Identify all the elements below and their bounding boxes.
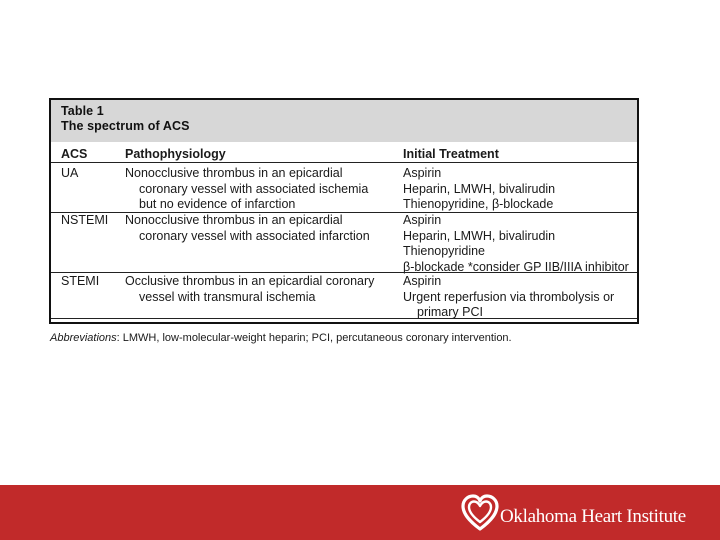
- row-ua-acs: UA: [61, 166, 79, 180]
- row-stemi-treatment: Aspirin Urgent reperfusion via thrombolysis or primary PCI: [403, 274, 615, 319]
- heart-logo-icon: [460, 493, 500, 533]
- acs-table: [49, 98, 639, 324]
- row-nstemi-pathophysiology: Nonocclusive thrombus in an epicardial coronary vessel with associated infarction: [125, 213, 370, 243]
- header-acs: ACS: [61, 147, 88, 161]
- header-initial-treatment: Initial Treatment: [403, 147, 499, 161]
- row-stemi-pathophysiology: Occlusive thrombus in an epicardial coronary vessel with transmural ischemia: [125, 274, 375, 304]
- row-nstemi-acs: NSTEMI: [61, 213, 109, 227]
- row-rule-2: [51, 272, 637, 273]
- table-title: The spectrum of ACS: [61, 119, 190, 133]
- table-bottom-rule: [51, 318, 637, 319]
- abbreviations-text: : LMWH, low-molecular-weight heparin; PCI, percutaneous coronary intervention.: [116, 332, 512, 344]
- table-label: Table 1: [61, 104, 104, 118]
- header-rule: [51, 162, 637, 163]
- header-pathophysiology: Pathophysiology: [125, 147, 226, 161]
- row-nstemi-treatment: Aspirin Heparin, LMWH, bivalirudin Thienopyridine β-blockade *consider GP IIB/IIIA inhibitor: [403, 213, 629, 274]
- table-caption-band: [51, 100, 637, 142]
- abbreviations-note: [50, 332, 512, 344]
- row-ua-pathophysiology: Nonocclusive thrombus in an epicardial coronary vessel with associated ischemia but no evidence of infarction: [125, 166, 369, 211]
- logo-text: Oklahoma Heart Institute: [500, 506, 686, 527]
- row-stemi-acs: STEMI: [61, 274, 100, 288]
- abbreviations-label: Abbreviations: [50, 332, 117, 344]
- row-ua-treatment: Aspirin Heparin, LMWH, bivalirudin Thienopyridine, β-blockade: [403, 166, 556, 211]
